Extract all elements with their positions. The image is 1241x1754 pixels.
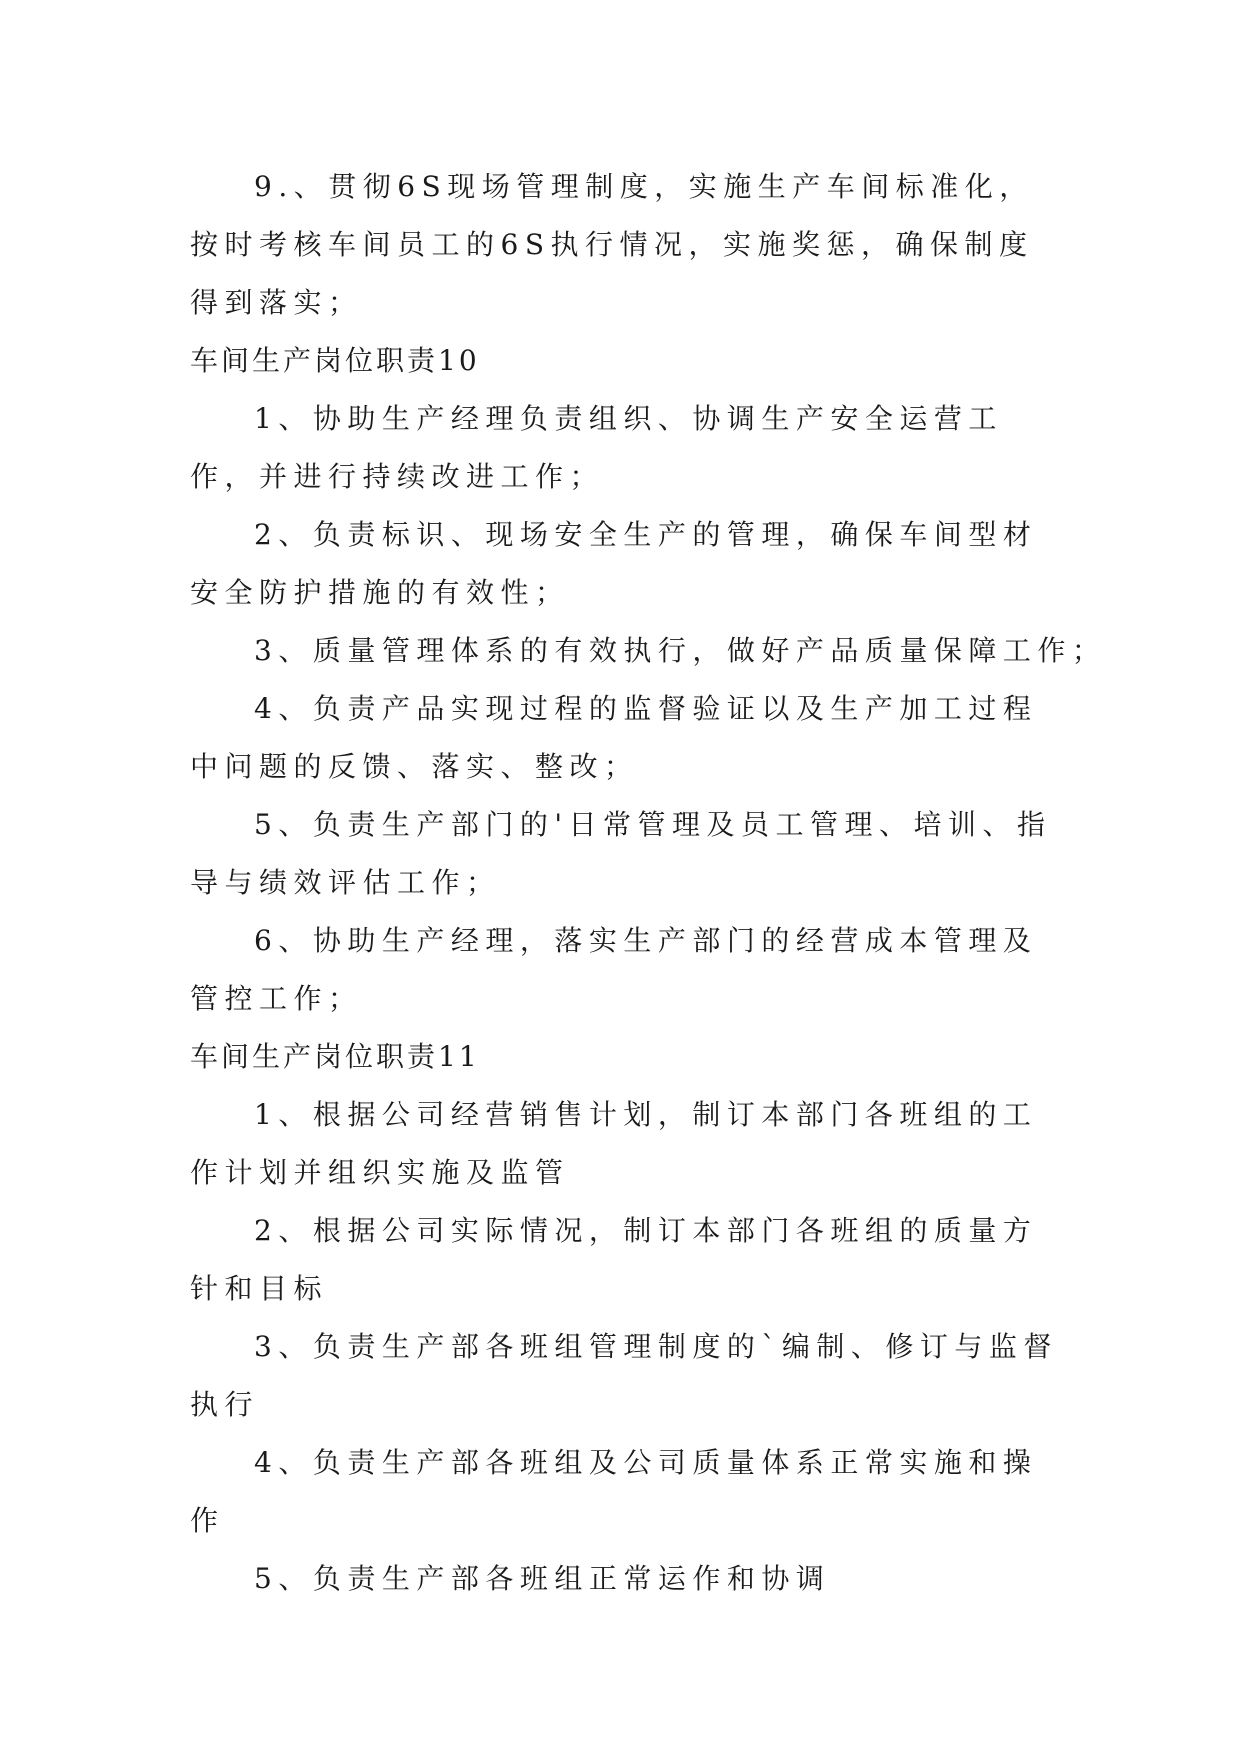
paragraph-item-9: 9.、贯彻6S现场管理制度，实施生产车间标准化，按时考核车间员工的6S执行情况，实施奖惩，确保制度得到落实； — [190, 170, 1034, 319]
paragraph-item-6: 6、协助生产经理，落实生产部门的经营成本管理及管控工作； — [190, 924, 1038, 1015]
paragraph-item-3: 3、质量管理体系的有效执行，做好产品质量保障工作； — [254, 634, 1107, 667]
paragraph-item-1: 1、协助生产经理负责组织、协调生产安全运营工作，并进行持续改进工作； — [190, 402, 1003, 493]
paragraph-item-1: 1、根据公司经营销售计划，制订本部门各班组的工作计划并组织实施及监管 — [190, 1098, 1038, 1189]
paragraph-item-5: 5、负责生产部各班组正常运作和协调 — [254, 1562, 831, 1595]
paragraph-item-2: 2、根据公司实际情况，制订本部门各班组的质量方针和目标 — [190, 1214, 1038, 1305]
paragraph-item-4: 4、负责生产部各班组及公司质量体系正常实施和操作 — [190, 1446, 1038, 1537]
section-heading-10: 车间生产岗位职责10 — [190, 344, 480, 377]
paragraph-item-4: 4、负责产品实现过程的监督验证以及生产加工过程中问题的反馈、落实、整改； — [190, 692, 1038, 783]
paragraph-item-3: 3、负责生产部各班组管理制度的`编制、修订与监督执行 — [190, 1330, 1058, 1421]
paragraph-item-2: 2、负责标识、现场安全生产的管理，确保车间型材安全防护措施的有效性； — [190, 518, 1038, 609]
document-body — [190, 158, 1107, 1608]
section-heading-11: 车间生产岗位职责11 — [190, 1040, 480, 1073]
paragraph-item-5: 5、负责生产部门的'日常管理及员工管理、培训、指导与绩效评估工作； — [190, 808, 1052, 899]
